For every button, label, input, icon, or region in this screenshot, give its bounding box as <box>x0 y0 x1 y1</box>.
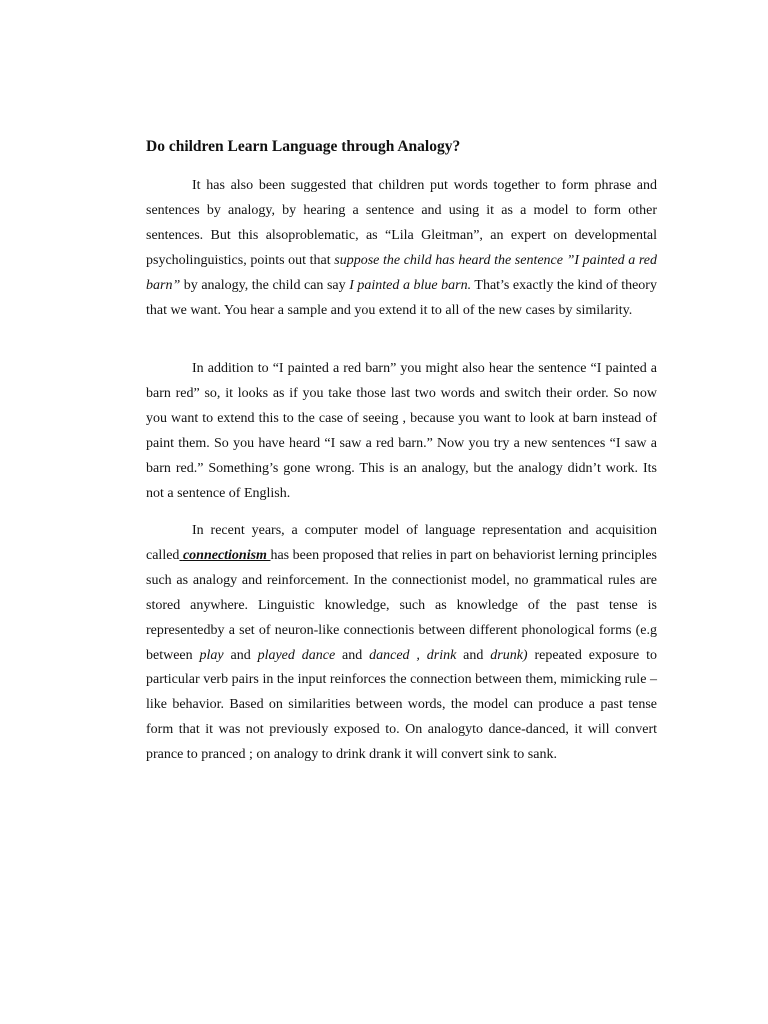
paragraph3-text-d: has been proposed that relies in part on behaviorist lerning principles such as analogy and reinforcement. In the connectionist model, no grammatical rules are stored anywhere. Linguistic knowledge, such as knowledge of the past tense is representedby a set of neuron-like connectionis between different phonological forms (e.g between <box>146 547 658 663</box>
paragraph3-text-a: In recent years, a computer model of language representation and acquisition called <box>146 523 657 563</box>
paragraph-connectionism <box>146 519 657 768</box>
document-title: Do children Learn Language through Analogy? <box>146 138 461 155</box>
document-page <box>146 0 658 1024</box>
paragraph3-text-h: and <box>335 647 370 663</box>
paragraph1-italic-example: suppose the child has heard the sentence ”I painted a red barn” <box>146 252 657 293</box>
paragraph1-text-c: by analogy, the child can say <box>180 277 350 293</box>
paragraph3-italic-play: play <box>199 647 224 663</box>
paragraph-red-barn: In addition to “I painted a red barn” you might also hear the sentence “I painted a barn red” so, it looks as if you take those last two words and switch their order. So now you want to extend this to the case of seeing , because you want to look at barn instead of paint them. So you have heard “I saw a red barn.” Now you try a new sentences “I saw a barn red.” Something’s gone wrong. This is an analogy, but the analogy didn’t work. Its not a sentence of English. <box>146 361 657 501</box>
paragraph3-text-f: and <box>223 647 258 663</box>
paragraph-analogy-intro <box>146 174 657 323</box>
paragraph3-text-j: and <box>456 647 491 663</box>
paragraph3-term-connectionism: connectionism <box>182 547 271 563</box>
paragraph1-text-e: That’s exactly the kind of theory that we want. You hear a sample and you extend it to all of the new cases by similarity. <box>146 277 657 318</box>
paragraph1-text-a: It has also been suggested that children put words together to form phrase and sentences by analogy, by hearing a sentence and using it as a model to form other sentences. But this alsoproblematic, as “Lila Gleitman”, an expert on developmental psycholinguistics, points out that <box>146 178 657 268</box>
paragraph3-text-l: repeated exposure to particular verb pairs in the input reinforces the connection between them, mimicking rule –like behavior. Based on similarities between words, the model can produce a past tense form that it was not previously exposed to. On analogyto dance-danced, it will convert prance to pranced ; on analogy to drink drank it will convert sink to sank. <box>146 647 657 763</box>
paragraph1-italic-blue-barn: I painted a blue barn. <box>349 277 472 293</box>
paragraph3-italic-danced-drink: danced , drink <box>369 647 457 663</box>
paragraph3-italic-drunk: drunk) <box>490 647 528 663</box>
paragraph3-italic-played-dance: played dance <box>257 647 336 663</box>
